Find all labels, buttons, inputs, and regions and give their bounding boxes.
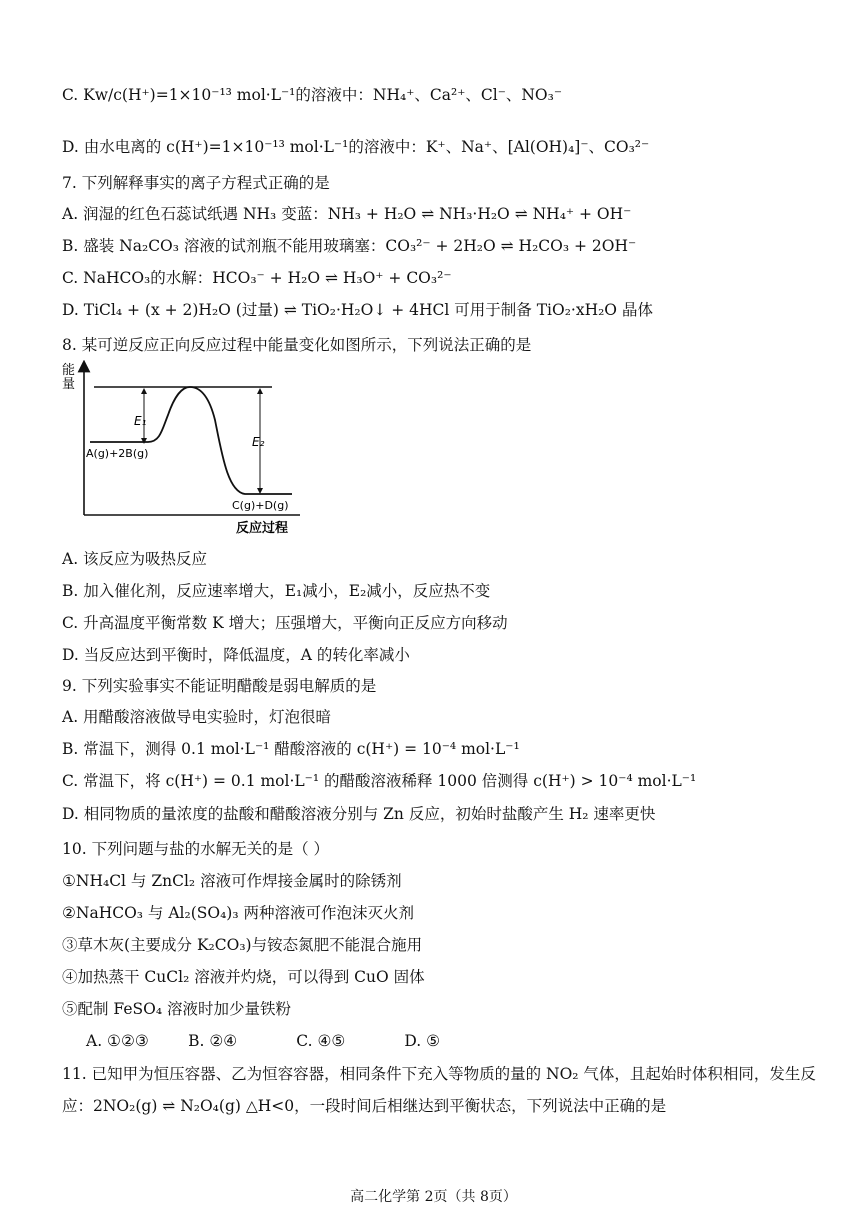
q10-item-5: ⑤配制 FeSO₄ 溶液时加少量铁粉 (62, 1000, 291, 1018)
q10-item-4: ④加热蒸干 CuCl₂ 溶液并灼烧，可以得到 CuO 固体 (62, 968, 425, 986)
q10-item-1: ①NH₄Cl 与 ZnCl₂ 溶液可作焊接金属时的除锈剂 (62, 872, 402, 890)
q7-option-c: C. NaHCO₃的水解：HCO₃⁻ + H₂O ⇌ H₃O⁺ + CO₃²⁻ (62, 269, 452, 287)
q10-item-3: ③草木灰(主要成分 K₂CO₃)与铵态氮肥不能混合施用 (62, 936, 423, 954)
question-11: 11. 已知甲为恒压容器、乙为恒容容器，相同条件下充入等物质的量的 NO₂ 气体，且起始时体积相同，发生反应：2NO₂(g) ⇌ N₂O₄(g) △H<0，一段时间后相继达到平衡状态，下列说法中正确的是 (62, 1065, 816, 1115)
x-axis-label: 反应过程 (236, 521, 289, 536)
question-10: 10. 下列问题与盐的水解无关的是（ ） (62, 840, 330, 858)
y-axis-label-1: 能 (62, 363, 76, 378)
q8-option-d: D. 当反应达到平衡时，降低温度，A 的转化率减小 (62, 646, 410, 664)
page-footer: 高二化学第 2页（共 8页） (350, 1189, 517, 1205)
reactants-label: A(g)+2B(g) (86, 447, 149, 460)
e2-arrow-up-icon (257, 388, 263, 394)
y-axis-label-2: 量 (62, 377, 76, 392)
question-7: 7. 下列解释事实的离子方程式正确的是 (62, 174, 330, 192)
q7-option-a: A. 润湿的红色石蕊试纸遇 NH₃ 变蓝：NH₃ + H₂O ⇌ NH₃·H₂O ⇌ NH₄⁺ + OH⁻ (62, 205, 632, 223)
e1-arrow-down-icon (141, 438, 147, 444)
e1-label: E₁ (134, 414, 147, 428)
q7-option-d: D. TiCl₄ + (x + 2)H₂O (过量) ⇌ TiO₂·H₂O↓ + 4HCl 可用于制备 TiO₂·xH₂O 晶体 (62, 301, 653, 319)
line-c-option: C. Kw/c(H⁺)=1×10⁻¹³ mol·L⁻¹的溶液中：NH₄⁺、Ca²⁺、Cl⁻、NO₃⁻ (62, 86, 563, 104)
e1-arrow-up-icon (141, 388, 147, 394)
energy-diagram (60, 360, 320, 538)
question-8: 8. 某可逆反应正向反应过程中能量变化如图所示，下列说法正确的是 (62, 336, 532, 354)
q7-option-b: B. 盛装 Na₂CO₃ 溶液的试剂瓶不能用玻璃塞：CO₃²⁻ + 2H₂O ⇌ H₂CO₃ + 2OH⁻ (62, 237, 637, 255)
q9-option-a: A. 用醋酸溶液做导电实验时，灯泡很暗 (62, 708, 332, 726)
q10-item-2: ②NaHCO₃ 与 Al₂(SO₄)₃ 两种溶液可作泡沫灭火剂 (62, 904, 414, 922)
q8-option-c: C. 升高温度平衡常数 K 增大；压强增大，平衡向正反应方向移动 (62, 614, 508, 632)
question-9: 9. 下列实验事实不能证明醋酸是弱电解质的是 (62, 677, 377, 695)
q10-choices: A. ①②③ B. ②④ C. ④⑤ D. ⑤ (86, 1032, 441, 1050)
q8-option-a: A. 该反应为吸热反应 (62, 550, 208, 568)
q8-option-b: B. 加入催化剂，反应速率增大，E₁减小，E₂减小，反应热不变 (62, 582, 491, 600)
line-d-option: D. 由水电离的 c(H⁺)=1×10⁻¹³ mol·L⁻¹的溶液中：K⁺、Na⁺、[Al(OH)₄]⁻、CO₃²⁻ (62, 138, 650, 156)
e2-label: E₂ (252, 435, 265, 449)
q9-option-c: C. 常温下，将 c(H⁺) = 0.1 mol·L⁻¹ 的醋酸溶液稀释 1000 倍测得 c(H⁺) > 10⁻⁴ mol·L⁻¹ (62, 772, 697, 790)
products-label: C(g)+D(g) (232, 499, 289, 512)
q9-option-d: D. 相同物质的量浓度的盐酸和醋酸溶液分别与 Zn 反应，初始时盐酸产生 H₂ 速率更快 (62, 805, 656, 823)
q9-option-b: B. 常温下，测得 0.1 mol·L⁻¹ 醋酸溶液的 c(H⁺) = 10⁻⁴ mol·L⁻¹ (62, 740, 520, 758)
